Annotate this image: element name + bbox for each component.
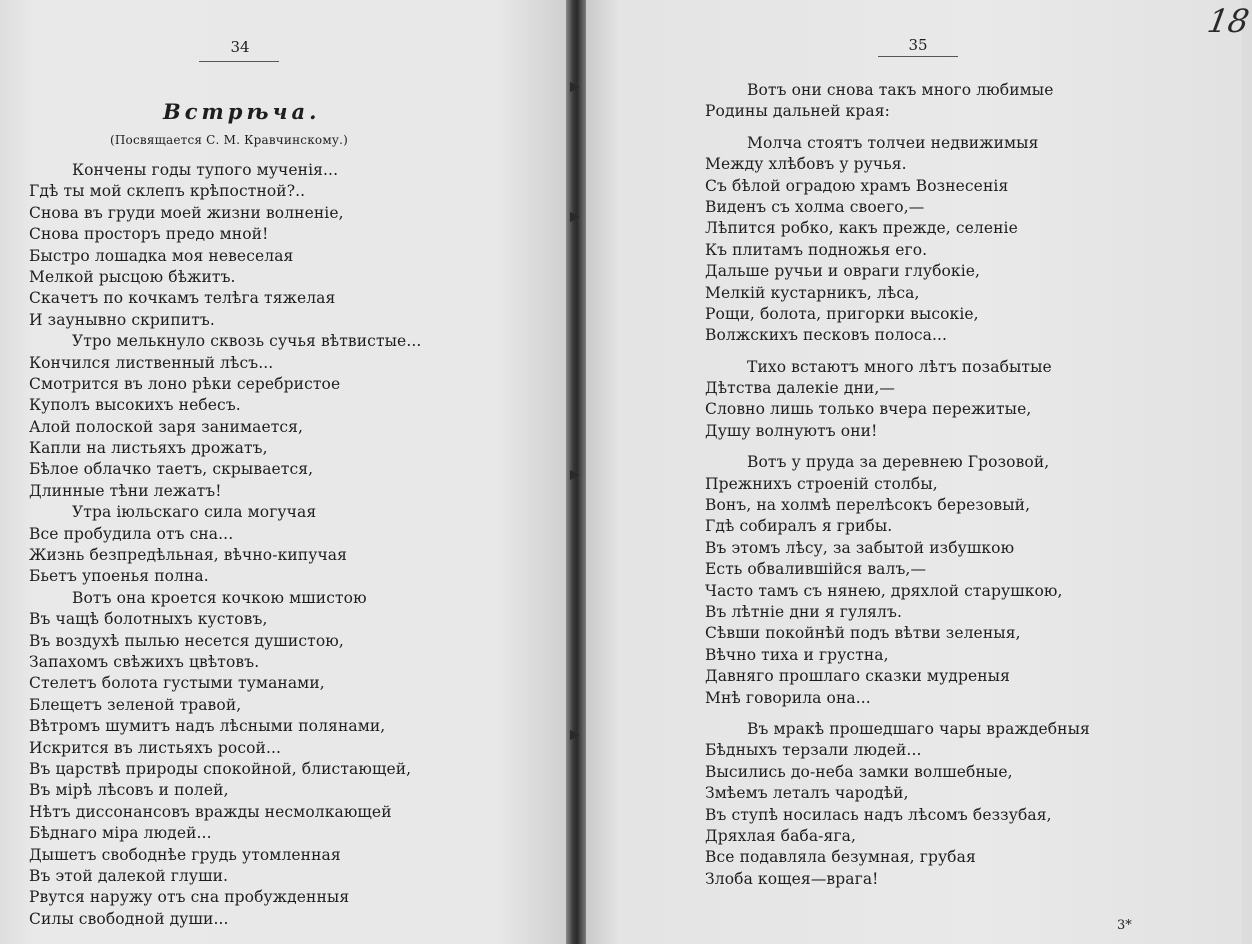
verse-line: Все пробудила отъ сна... <box>29 524 234 543</box>
verse-line: Лѣпится робко, какъ прежде, селеніе <box>705 219 1018 238</box>
binding-stitch <box>570 470 580 480</box>
verse-line: Злоба кощея—врага! <box>705 869 879 888</box>
verse-line: Бѣлое облачко таетъ, скрывается, <box>29 460 314 479</box>
verse-line: Душу волнуютъ они! <box>705 421 878 440</box>
verse-line: Вотъ у пруда за деревнею Грозовой, <box>747 453 1050 472</box>
verse-line: Вѣтромъ шумитъ надъ лѣсными полянами, <box>29 717 386 736</box>
stanza-gap <box>705 347 1090 357</box>
verse-line: Утро мелькнуло сквозь сучья вѣтвистые... <box>72 332 422 351</box>
verse-line: Вѣчно тиха и грустна, <box>705 645 889 664</box>
verse-line: Рощи, болота, пригорки высокіе, <box>705 304 979 323</box>
left-page <box>0 0 566 944</box>
verse-line: Часто тамъ съ нянею, дряхлой старушкою, <box>705 581 1063 600</box>
stanza-gap <box>705 123 1090 133</box>
verse-line: Дряхлая баба-яга, <box>705 826 856 845</box>
verse-line: Въ лѣтніе дни я гулялъ. <box>705 602 902 621</box>
page-number: 35 <box>908 36 928 54</box>
poem-text-right <box>705 80 1090 890</box>
verse-line: Между хлѣбовъ у ручья. <box>705 155 907 174</box>
verse-line: Змѣемъ леталъ чародѣй, <box>705 784 909 803</box>
book-gutter <box>566 0 586 944</box>
verse-line: Къ плитамъ подножья его. <box>705 240 928 259</box>
verse-line: Словно лишь только вчера пережитые, <box>705 400 1032 419</box>
binding-stitch <box>570 212 580 222</box>
poem-text-left <box>29 160 421 930</box>
verse-line: Есть обвалившійся валъ,— <box>705 560 927 579</box>
verse-line: Мнѣ говорила она... <box>705 688 871 707</box>
verse-line: Все подавляла безумная, грубая <box>705 848 976 867</box>
printer-signature-mark: 3* <box>1117 918 1132 933</box>
verse-line: Запахомъ свѣжихъ цвѣтовъ. <box>29 652 260 671</box>
verse-line: Снова просторъ предо мной! <box>29 225 269 244</box>
verse-line: Молча стоятъ толчеи недвижимыя <box>747 133 1039 152</box>
verse-line: Бѣднаго міра людей... <box>29 824 212 843</box>
verse-line: Въ мірѣ лѣсовъ и полей, <box>29 781 229 800</box>
verse-line: Дѣтства далекіе дни,— <box>705 379 895 398</box>
poem-title: Встрѣча. <box>163 99 321 124</box>
verse-line: Вотъ она кроется кочкою мшистою <box>72 588 367 607</box>
binding-stitch <box>570 82 580 92</box>
verse-line: Стелетъ болота густыми туманами, <box>29 674 325 693</box>
verse-line: Длинные тѣни лежатъ! <box>29 481 222 500</box>
verse-line: Бѣдныхъ терзали людей... <box>705 741 922 760</box>
verse-line: Мелкой рысцою бѣжитъ. <box>29 267 236 286</box>
verse-line: Родины дальней края: <box>705 102 890 121</box>
verse-line: Гдѣ ты мой склепъ крѣпостной?.. <box>29 182 306 201</box>
verse-line: Гдѣ собиралъ я грибы. <box>705 517 893 536</box>
verse-line: Скачетъ по кочкамъ телѣга тяжелая <box>29 289 336 308</box>
verse-line: Быстро лошадка моя невеселая <box>29 246 294 265</box>
right-page <box>586 0 1242 944</box>
verse-line: Въ царствѣ природы спокойной, блистающей, <box>29 759 412 778</box>
verse-line: Тихо встаютъ много лѣтъ позабытые <box>747 357 1052 376</box>
page-number-rule <box>878 56 958 57</box>
verse-line: Утра іюльскаго сила могучая <box>72 503 317 522</box>
verse-line: Смотрится въ лоно рѣки серебристое <box>29 374 341 393</box>
verse-line: Съ бѣлой оградою храмъ Вознесенія <box>705 176 1009 195</box>
page-number: 34 <box>230 38 250 56</box>
verse-line: Прежнихъ строеній столбы, <box>705 474 938 493</box>
verse-line: Алой полоской заря занимается, <box>29 417 304 436</box>
verse-line: Вонъ, на холмѣ перелѣсокъ березовый, <box>705 496 1031 515</box>
verse-line: Дышетъ свободнѣе грудь утомленная <box>29 845 341 864</box>
verse-line: Волжскихъ песковъ полоса... <box>705 326 948 345</box>
verse-line: Дальше ручьи и овраги глубокіе, <box>705 262 981 281</box>
verse-line: Въ этомъ лѣсу, за забытой избушкою <box>705 538 1015 557</box>
verse-line: Куполъ высокихъ небесъ. <box>29 396 241 415</box>
verse-line: Въ этой далекой глуши. <box>29 866 229 885</box>
verse-line: Вотъ они снова такъ много любимые <box>747 81 1054 99</box>
binding-stitch <box>570 730 580 740</box>
verse-line: Сѣвши покойнѣй подъ вѣтви зеленыя, <box>705 624 1021 643</box>
verse-line: Силы свободной души... <box>29 909 229 928</box>
verse-line: Въ мракѣ прошедшаго чары враждебныя <box>747 719 1090 738</box>
verse-line: Искрится въ листьяхъ росой... <box>29 738 282 757</box>
dedication: (Посвящается С. М. Кравчинскому.) <box>110 133 349 147</box>
verse-line: Бьетъ упоенья полна. <box>29 567 209 586</box>
verse-line: Блещетъ зеленой травой, <box>29 695 242 714</box>
verse-line: Нѣтъ диссонансовъ вражды несмолкающей <box>29 802 392 821</box>
verse-line: Рвутся наружу отъ сна пробужденныя <box>29 888 350 907</box>
verse-line: Мелкій кустарникъ, лѣса, <box>705 283 920 302</box>
verse-line: Въ ступѣ носилась надъ лѣсомъ беззубая, <box>705 805 1052 824</box>
verse-line: Снова въ груди моей жизни волненіе, <box>29 203 344 222</box>
verse-line: Виденъ съ холма своего,— <box>705 197 925 216</box>
handwritten-folio-number: 18 <box>1204 2 1252 40</box>
verse-line: Въ чащѣ болотныхъ кустовъ, <box>29 610 268 629</box>
verse-line: Капли на листьяхъ дрожатъ, <box>29 439 268 458</box>
verse-line: Въ воздухѣ пылью несется душистою, <box>29 631 344 650</box>
stanza-gap <box>705 709 1090 719</box>
verse-line: Высились до-неба замки волшебные, <box>705 762 1013 781</box>
verse-line: И заунывно скрипитъ. <box>29 310 215 329</box>
page-number-rule <box>199 61 279 62</box>
verse-line: Кончился лиственный лѣсъ... <box>29 353 274 372</box>
verse-line: Кончены годы тупого мученія... <box>72 161 339 179</box>
verse-line: Жизнь безпредѣльная, вѣчно-кипучая <box>29 546 348 565</box>
stanza-gap <box>705 442 1090 452</box>
verse-line: Давняго прошлаго сказки мудреныя <box>705 667 1010 686</box>
